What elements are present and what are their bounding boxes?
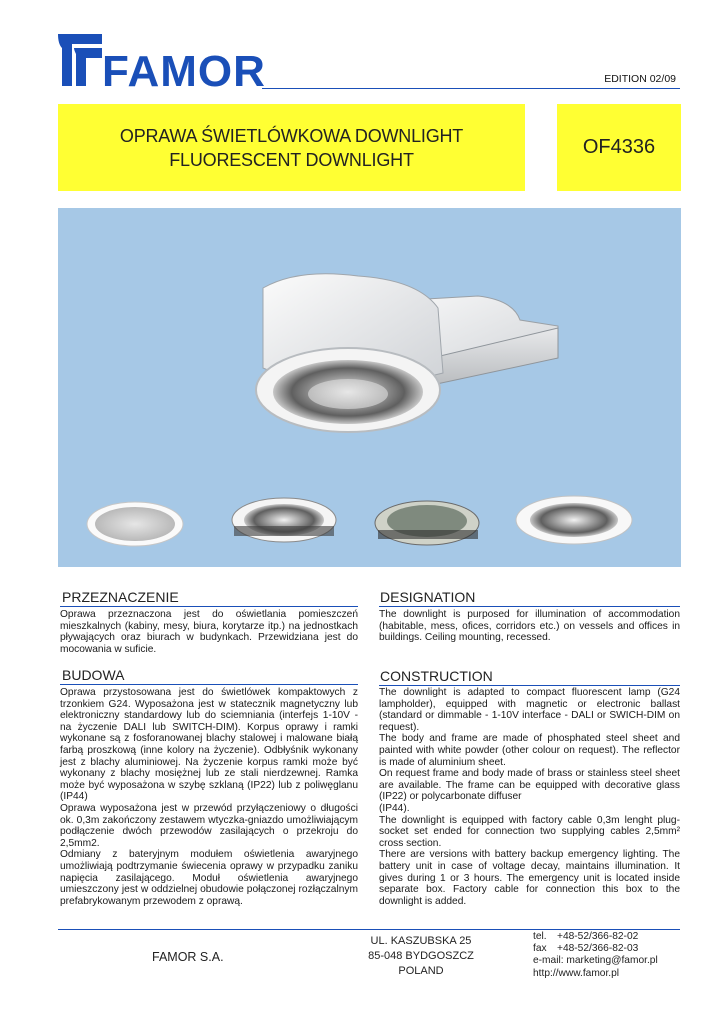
product-photo (58, 208, 681, 567)
heading-rule (60, 684, 358, 685)
title-line-pl: OPRAWA ŚWIETLÓWKOWA DOWNLIGHT (119, 125, 464, 146)
contact-web: http://www.famor.pl (533, 967, 620, 979)
text-przeznaczenie: Oprawa przeznaczona jest do oświetlania pomieszczeń mieszkalnych (kabiny, mesy, biura, korytarze itp.) na jednostkach pływających oraz biurach w budynkach. Przewidziana jest do mocowania w suficie. (60, 609, 358, 655)
title-box (58, 104, 525, 191)
fax-number: +48-52/366-82-03 (557, 943, 639, 955)
contact-block (533, 931, 658, 980)
footer-rule (58, 929, 680, 930)
address-block (346, 934, 496, 979)
text-construction: The downlight is adapted to compact fluorescent lamp (G24 lampholder), equipped with magnetic or electronic ballast (standard or dimmable - 1-10V interface - DALI or SWICH-DIM on request). The body and frame are made of phosphated steel sheet and painted with white powder (other colour on request). The reflector is made of aluminium sheet. On request frame and body made of brass or stainless steel sheet are available. The frame can be equipped with decorative glass (IP22) or polycarbonate diffuser (IP44). The downlight is equipped with factory cable 0,3m lenght plug-socket set ended for connection two supplying cables 2,5mm² cross section. There are versions with battery backup emergency lighting. The battery unit in case of voltage decay, maintains illumination. It gives during 1 or 3 hours. The emergency unit is located inside separate box. Factory cable for connection this box to the downlight is added. (379, 687, 680, 907)
text-designation: The downlight is purposed for illumination of accommodation (habitable, mess, ofices, corridors etc.) on vessels and offices in buildings. Ceiling mounting, recessed. (379, 609, 680, 644)
heading-rule (379, 685, 680, 686)
fax-label: fax (533, 943, 547, 955)
heading-designation: DESIGNATION (380, 589, 476, 605)
tel-number: +48-52/366-82-02 (557, 931, 639, 942)
text-budowa: Oprawa przystosowana jest do świetlówek kompaktowych z trzonkiem G24. Wyposażona jest w statecznik magnetyczny lub elektroniczny standardowy lub do sciemniania (interfejs 1-10V - na życzenie DALI lub SWITCH-DIM). Korpus oprawy i ramki wykonane są z fosforanowanej blachy stalowej i malowane białą farbą proszkową (inne kolory na życzenie). Odbłyśnik wykonany jest z blachy aluminiowej. Na życzenie korpus ramki może być wykonany z blachy mosiężnej lub ze stali nierdzewnej. Ramka może być wyposażona w szybę szklaną (IP22) lub z poliwęglanu (IP44) Oprawa wyposażona jest w przewód przyłączeniowy o długości ok. 0,3m zakończony zestawem wtyczka-gniazdo umożliwiającym podłączenie dwóch przewodów zasilających o przekroju do 2,5mm2. Odmiany z bateryjnym modułem oświetlenia awaryjnego umożliwiają podtrzymanie świecenia oprawy w przypadku zaniku napięcia zasilającego. Moduł oświetlenia awaryjnego umieszczony jest w oddzielnej obudowie połączonej rozłączalnym prefabrykowanym przewodem z oprawą. (60, 687, 358, 907)
contact-tel (533, 931, 658, 943)
address-country: POLAND (398, 965, 444, 977)
title-line-en: FLUORESCENT DOWNLIGHT (169, 149, 414, 170)
edition-label: EDITION 02/09 (604, 73, 676, 85)
contact-fax (533, 943, 658, 955)
downlight-illustration (58, 208, 681, 567)
heading-rule (60, 606, 358, 607)
address-city: 85-048 BYDGOSZCZ (368, 950, 474, 962)
tel-label: tel. (533, 931, 547, 942)
famor-logo-mark (58, 34, 268, 92)
contact-email: e-mail: marketing@famor.pl (533, 955, 658, 967)
heading-przeznaczenie: PRZEZNACZENIE (62, 589, 179, 605)
address-street: UL. KASZUBSKA 25 (370, 935, 472, 947)
product-code: OF4336 (557, 104, 681, 191)
company-name: FAMOR S.A. (152, 950, 224, 964)
heading-construction: CONSTRUCTION (380, 668, 493, 684)
brand-name: FAMOR (102, 47, 266, 92)
header-rule (262, 88, 680, 89)
heading-budowa: BUDOWA (62, 667, 125, 683)
heading-rule (379, 606, 680, 607)
famor-logo (58, 34, 268, 92)
